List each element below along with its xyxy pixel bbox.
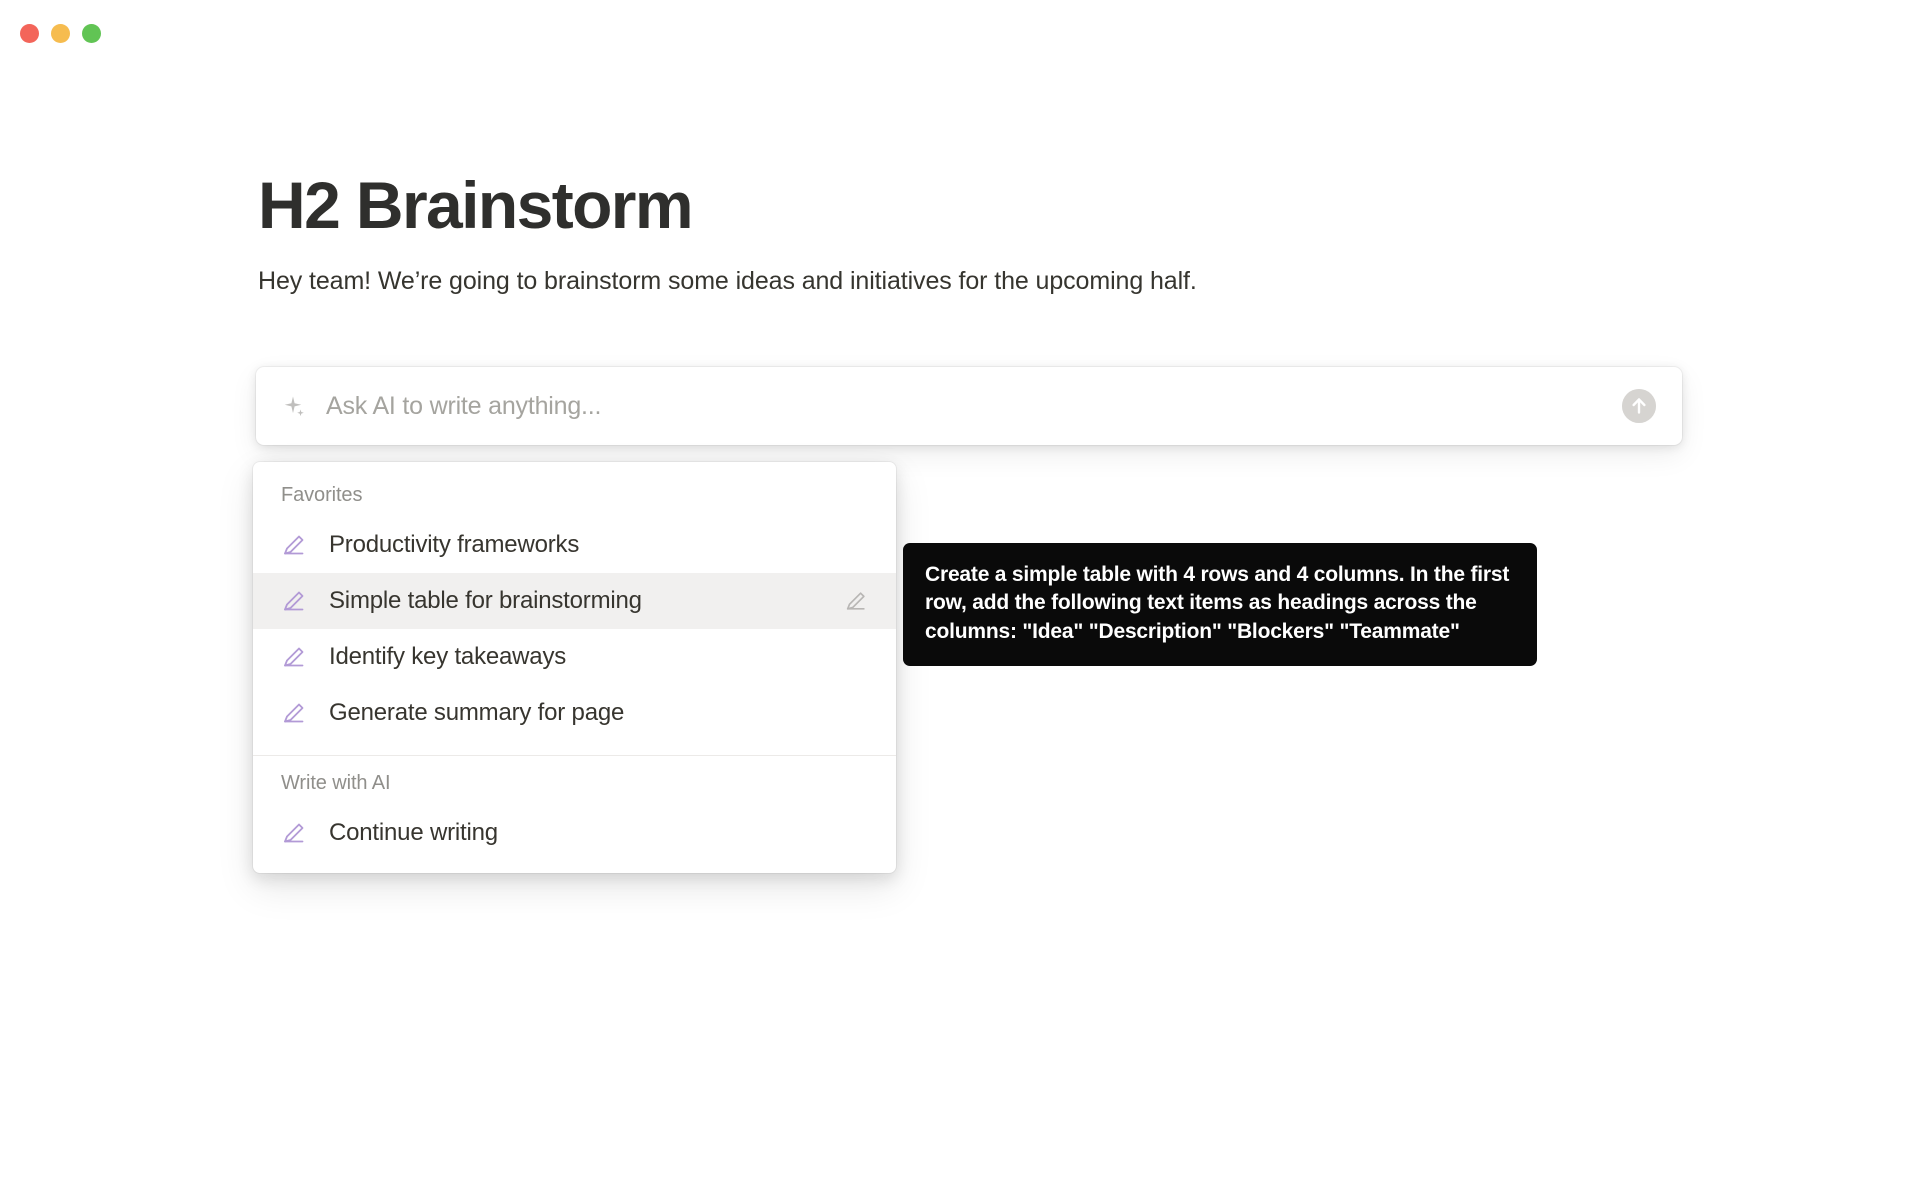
menu-item-continue-writing[interactable] [253, 805, 896, 861]
menu-item-label: Productivity frameworks [329, 531, 580, 558]
menu-item-identify-key-takeaways[interactable] [253, 629, 896, 685]
submit-prompt-button[interactable] [1622, 389, 1656, 423]
menu-item-label: Simple table for brainstorming [329, 587, 642, 614]
pen-icon [281, 700, 307, 726]
ai-prompt-input[interactable] [324, 391, 1622, 422]
minimize-window-button[interactable] [51, 24, 70, 43]
menu-item-label: Continue writing [329, 819, 498, 846]
sparkle-icon [280, 393, 306, 419]
pen-icon [281, 588, 307, 614]
menu-item-simple-table-for-brainstorming[interactable] [253, 573, 896, 629]
menu-item-generate-summary-for-page[interactable] [253, 685, 896, 741]
menu-item-productivity-frameworks[interactable] [253, 517, 896, 573]
menu-section-label-favorites: Favorites [281, 484, 363, 506]
menu-section-label-write-with-ai: Write with AI [281, 772, 391, 794]
menu-item-label: Identify key takeaways [329, 643, 567, 670]
pen-icon [281, 644, 307, 670]
tooltip-preview: Create a simple table with 4 rows and 4 columns. In the first row, add the following text items as headings across the columns: "Idea" "Description" "Blockers" "Teammate" [903, 543, 1537, 666]
menu-divider [253, 755, 896, 756]
ai-suggestions-menu [253, 462, 896, 873]
pen-icon[interactable] [844, 589, 868, 613]
pen-icon [281, 532, 307, 558]
document-body [258, 170, 1698, 300]
zoom-window-button[interactable] [82, 24, 101, 43]
menu-item-label: Generate summary for page [329, 699, 625, 726]
ai-prompt-bar[interactable] [256, 367, 1682, 445]
close-window-button[interactable] [20, 24, 39, 43]
pen-icon [281, 820, 307, 846]
document-paragraph[interactable]: Hey team! We’re going to brainstorm some ideas and initiatives for the upcoming half. [258, 267, 1197, 296]
traffic-lights [20, 24, 101, 43]
page-title[interactable]: H2 Brainstorm [258, 168, 692, 242]
